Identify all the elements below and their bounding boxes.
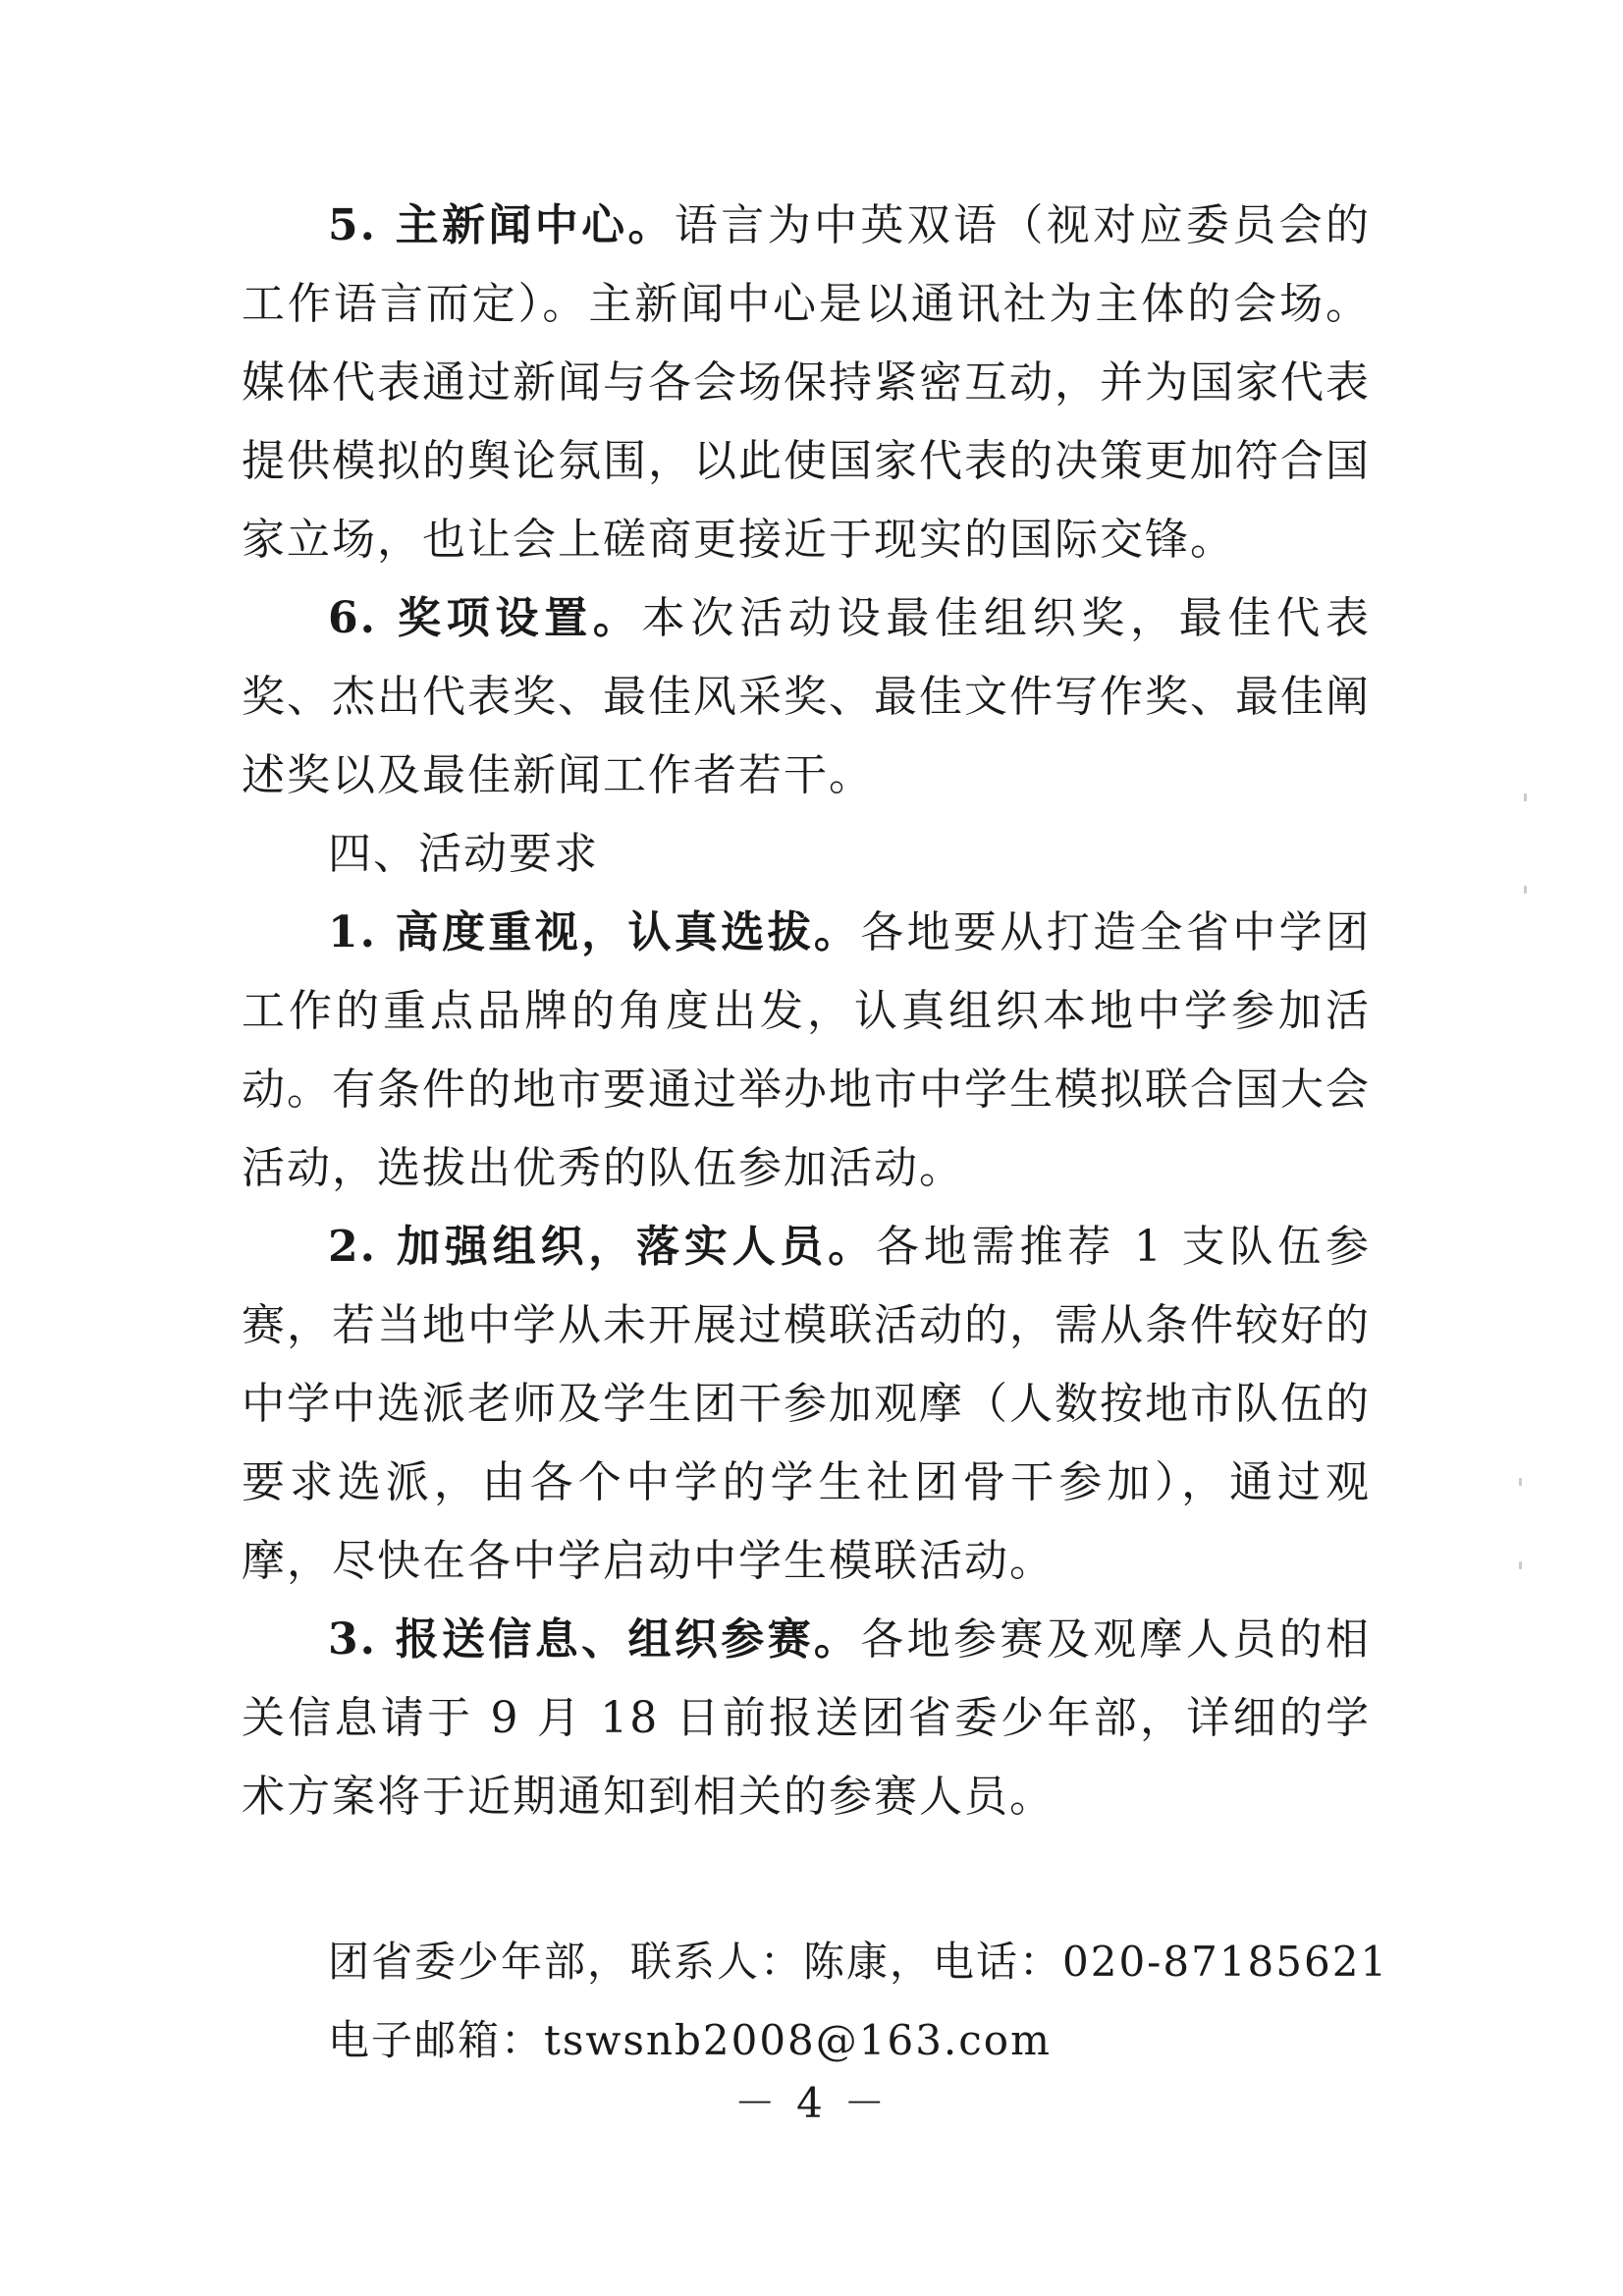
requirement-item <box>242 894 1371 1208</box>
scan-mark <box>1519 1478 1522 1486</box>
scan-mark <box>1519 1561 1522 1569</box>
paragraph-text: 语言为中英双语（视对应委员会的工作语言而定）。主新闻中心是以通讯社为主体的会场。媒体代表通过新闻与各会场保持紧密互动，并为国家代表提供模拟的舆论氛围，以此使国家代表的决策更加符合国家立场，也让会上磋商更接近于现实的国际交锋。 <box>242 200 1371 565</box>
paragraph-main-news-center <box>242 187 1371 579</box>
requirement-lead: 2. 加强组织，落实人员。 <box>328 1222 877 1272</box>
scan-mark <box>1524 886 1527 894</box>
paragraph-awards <box>242 579 1371 815</box>
requirement-text: 各地需推荐 1 支队伍参赛，若当地中学从未开展过模联活动的，需从条件较好的中学中选派老师及学生团干参加观摩（人数按地市队伍的要求选派，由各个中学的学生社团骨干参加），通过观摩，尽快在各中学启动中学生模联活动。 <box>242 1222 1371 1586</box>
requirement-text: 各地要从打造全省中学团工作的重点品牌的角度出发，认真组织本地中学参加活动。有条件的地市要通过举办地市中学生模拟联合国大会活动，选拔出优秀的队伍参加活动。 <box>242 907 1371 1193</box>
paragraph-lead: 5. 主新闻中心。 <box>328 200 675 250</box>
section-heading: 四、活动要求 <box>328 829 599 879</box>
requirement-lead: 3. 报送信息、组织参赛。 <box>328 1614 861 1665</box>
paragraph-text: 本次活动设最佳组织奖，最佳代表奖、杰出代表奖、最佳风采奖、最佳文件写作奖、最佳阐述奖以及最佳新闻工作者若干。 <box>242 593 1371 800</box>
requirement-item <box>242 1208 1371 1601</box>
scan-mark <box>1524 793 1527 801</box>
document-body <box>242 187 1371 1836</box>
requirement-item <box>242 1601 1371 1836</box>
contact-block <box>328 1923 1408 2080</box>
requirement-text: 各地参赛及观摩人员的相关信息请于 9 月 18 日前报送团省委少年部，详细的学术方案将于近期通知到相关的参赛人员。 <box>242 1614 1371 1822</box>
requirement-lead: 1. 高度重视，认真选拔。 <box>328 907 861 957</box>
paragraph-lead: 6. 奖项设置。 <box>328 593 642 643</box>
page-number: － 4 － <box>733 2079 890 2127</box>
contact-person-line: 团省委少年部，联系人：陈康，电话：020-87185621 <box>328 1938 1389 1986</box>
contact-email-line: 电子邮箱：tswsnb2008@163.com <box>328 2016 1052 2064</box>
